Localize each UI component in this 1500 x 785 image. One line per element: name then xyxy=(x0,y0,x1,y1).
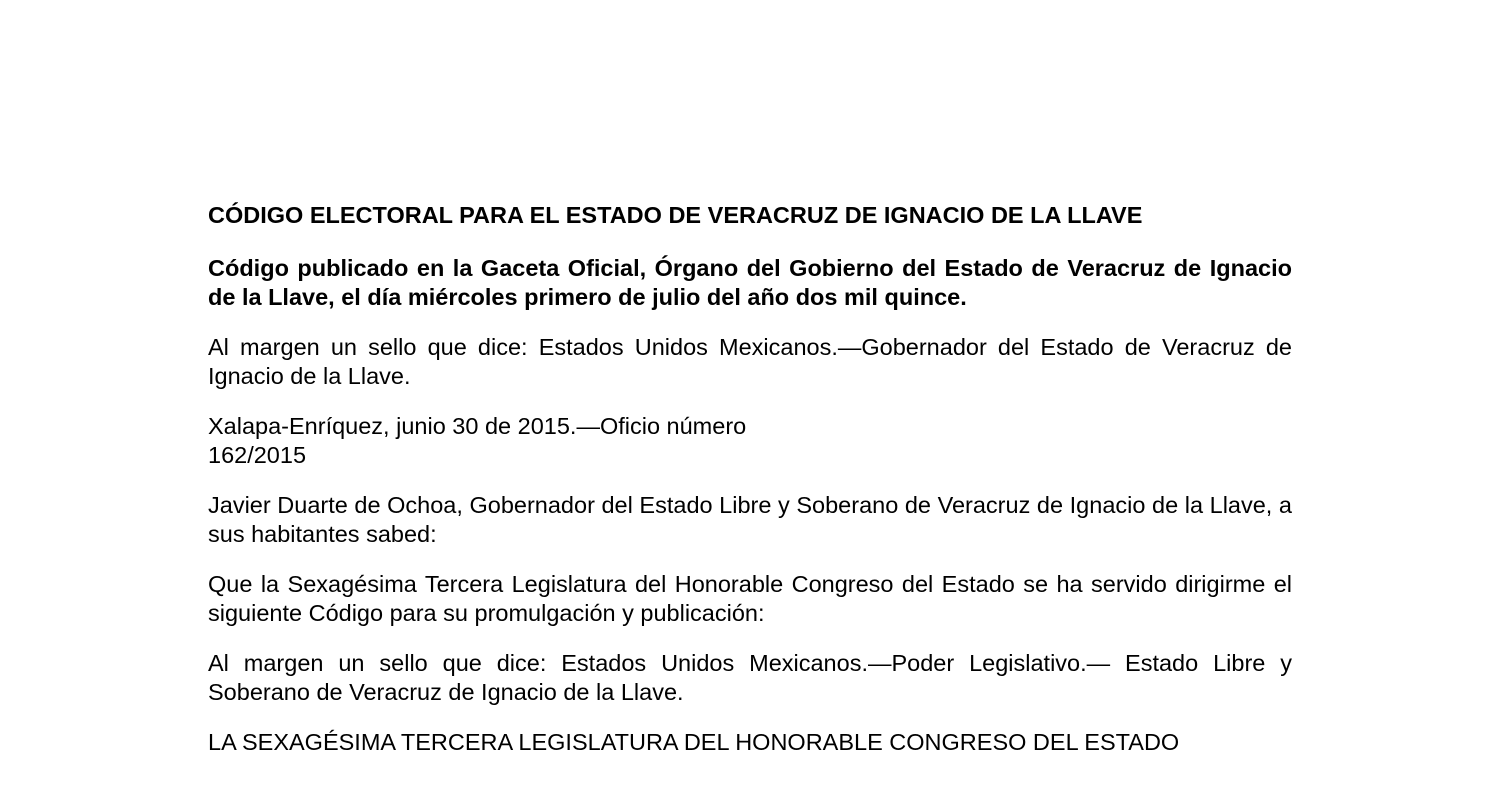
publication-note: Código publicado en la Gaceta Oficial, Órgano del Gobierno del Estado de Veracruz de Ignacio de la Llave, el día miércoles primero de julio del año dos mil quince. xyxy=(208,255,1292,310)
seal-governor-paragraph: Al margen un sello que dice: Estados Unidos Mexicanos.—Gobernador del Estado de Veracruz de Ignacio de la Llave. xyxy=(208,334,1292,389)
document-body xyxy=(208,198,1292,757)
seal-legislative-paragraph: Al margen un sello que dice: Estados Unidos Mexicanos.—Poder Legislativo.— Estado Libre y Soberano de Veracruz de Ignacio de la Llave. xyxy=(208,650,1292,705)
legislature-heading: LA SEXAGÉSIMA TERCERA LEGISLATURA DEL HONORABLE CONGRESO DEL ESTADO xyxy=(208,729,1180,755)
office-line-number: 162/2015 xyxy=(208,441,307,468)
document-title: CÓDIGO ELECTORAL PARA EL ESTADO DE VERACRUZ DE IGNACIO DE LA LLAVE xyxy=(208,202,1143,228)
governor-statement: Javier Duarte de Ochoa, Gobernador del Estado Libre y Soberano de Veracruz de Ignacio de la Llave, a sus habitantes sabed: xyxy=(208,492,1292,547)
legislature-statement: Que la Sexagésima Tercera Legislatura del Honorable Congreso del Estado se ha servido dirigirme el siguiente Código para su promulgación y publicación: xyxy=(208,571,1292,626)
office-line-date: Xalapa-Enríquez, junio 30 de 2015.—Oficio número xyxy=(208,413,747,439)
office-reference xyxy=(208,412,1292,469)
